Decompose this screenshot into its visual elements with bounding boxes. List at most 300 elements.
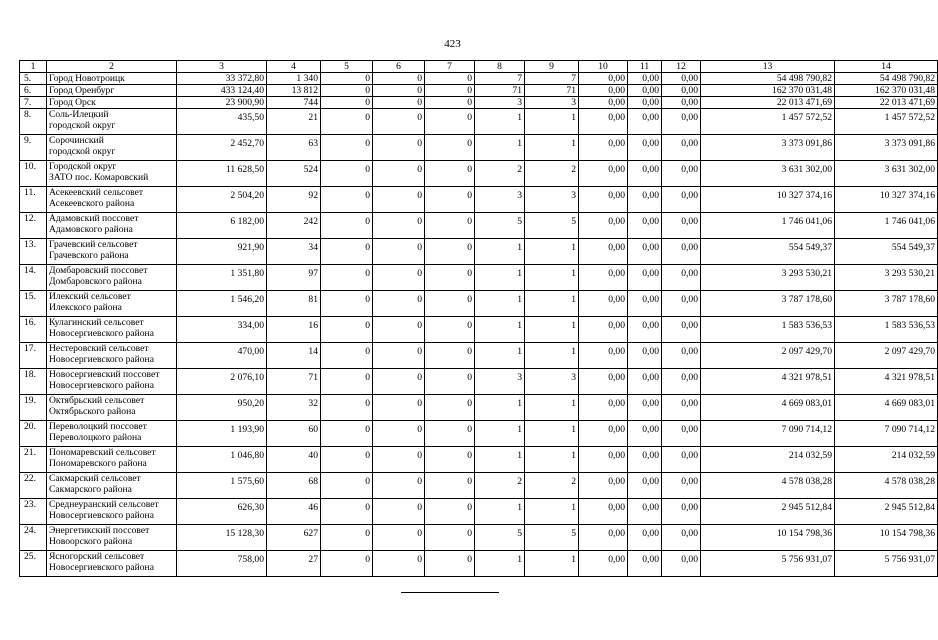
cell-c8: 2 bbox=[475, 473, 525, 499]
column-header: 8 bbox=[475, 61, 525, 73]
cell-c11: 0,00 bbox=[628, 239, 662, 265]
cell-c4: 32 bbox=[267, 395, 321, 421]
cell-c13: 3 787 178,60 bbox=[701, 291, 835, 317]
cell-c7: 0 bbox=[425, 213, 475, 239]
cell-c8: 1 bbox=[475, 395, 525, 421]
cell-c11: 0,00 bbox=[628, 499, 662, 525]
cell-c9: 1 bbox=[525, 135, 579, 161]
cell-c11: 0,00 bbox=[628, 395, 662, 421]
cell-c7: 0 bbox=[425, 135, 475, 161]
cell-c14: 4 669 083,01 bbox=[835, 395, 938, 421]
cell-c8: 1 bbox=[475, 135, 525, 161]
column-header: 4 bbox=[267, 61, 321, 73]
municipality-name-line: Илекский сельсовет bbox=[49, 291, 131, 302]
row-number: 8. bbox=[20, 109, 47, 135]
cell-c4: 21 bbox=[267, 109, 321, 135]
cell-c8: 1 bbox=[475, 239, 525, 265]
page-number: 423 bbox=[444, 38, 461, 50]
cell-c7: 0 bbox=[425, 291, 475, 317]
cell-c7: 0 bbox=[425, 161, 475, 187]
cell-c13: 54 498 790,82 bbox=[701, 73, 835, 85]
municipality-name-line: Среднеуранский сельсовет bbox=[49, 499, 159, 510]
cell-c5: 0 bbox=[321, 187, 373, 213]
cell-c10: 0,00 bbox=[579, 473, 628, 499]
municipality-name-line: Переволоцкого района bbox=[49, 432, 142, 443]
cell-c5: 0 bbox=[321, 85, 373, 97]
cell-c9: 1 bbox=[525, 291, 579, 317]
cell-c9: 3 bbox=[525, 97, 579, 109]
cell-c7: 0 bbox=[425, 187, 475, 213]
municipality-name-line: Новоорского района bbox=[49, 536, 133, 547]
cell-c13: 1 583 536,53 bbox=[701, 317, 835, 343]
cell-c6: 0 bbox=[373, 421, 425, 447]
cell-c8: 1 bbox=[475, 317, 525, 343]
cell-c7: 0 bbox=[425, 473, 475, 499]
cell-c10: 0,00 bbox=[579, 135, 628, 161]
cell-c12: 0,00 bbox=[662, 187, 701, 213]
cell-c4: 71 bbox=[267, 369, 321, 395]
cell-c14: 2 097 429,70 bbox=[835, 343, 938, 369]
table-row bbox=[20, 161, 938, 187]
cell-c13: 162 370 031,48 bbox=[701, 85, 835, 97]
cell-c13: 214 032,59 bbox=[701, 447, 835, 473]
cell-c13: 2 945 512,84 bbox=[701, 499, 835, 525]
cell-c7: 0 bbox=[425, 239, 475, 265]
header-row bbox=[20, 61, 938, 73]
cell-c11: 0,00 bbox=[628, 551, 662, 577]
cell-c4: 627 bbox=[267, 525, 321, 551]
cell-c14: 1 457 572,52 bbox=[835, 109, 938, 135]
cell-c5: 0 bbox=[321, 551, 373, 577]
municipality-name-line: Город Новотроицк bbox=[49, 73, 125, 84]
row-number: 14. bbox=[20, 265, 47, 291]
cell-c6: 0 bbox=[373, 395, 425, 421]
column-header: 11 bbox=[628, 61, 662, 73]
cell-c11: 0,00 bbox=[628, 447, 662, 473]
column-header: 7 bbox=[425, 61, 475, 73]
municipality-name-line: Домбаровский поссовет bbox=[49, 265, 148, 276]
cell-c4: 13 812 bbox=[267, 85, 321, 97]
cell-c7: 0 bbox=[425, 265, 475, 291]
cell-c6: 0 bbox=[373, 73, 425, 85]
column-header: 10 bbox=[579, 61, 628, 73]
cell-c6: 0 bbox=[373, 97, 425, 109]
cell-c11: 0,00 bbox=[628, 135, 662, 161]
row-number: 18. bbox=[20, 369, 47, 395]
cell-c7: 0 bbox=[425, 109, 475, 135]
row-number: 25. bbox=[20, 551, 47, 577]
cell-c12: 0,00 bbox=[662, 161, 701, 187]
cell-c3: 2 076,10 bbox=[177, 369, 267, 395]
cell-c5: 0 bbox=[321, 395, 373, 421]
row-number: 19. bbox=[20, 395, 47, 421]
row-number: 9. bbox=[20, 135, 47, 161]
cell-c5: 0 bbox=[321, 447, 373, 473]
cell-c4: 242 bbox=[267, 213, 321, 239]
cell-c12: 0,00 bbox=[662, 525, 701, 551]
cell-c10: 0,00 bbox=[579, 97, 628, 109]
row-number: 23. bbox=[20, 499, 47, 525]
data-table bbox=[19, 60, 938, 577]
cell-c5: 0 bbox=[321, 73, 373, 85]
cell-c12: 0,00 bbox=[662, 369, 701, 395]
municipality-name-line: Новосергиевского района bbox=[49, 328, 154, 339]
cell-c11: 0,00 bbox=[628, 265, 662, 291]
cell-c14: 1 746 041,06 bbox=[835, 213, 938, 239]
cell-c13: 10 154 798,36 bbox=[701, 525, 835, 551]
cell-c13: 1 746 041,06 bbox=[701, 213, 835, 239]
cell-c4: 81 bbox=[267, 291, 321, 317]
cell-c11: 0,00 bbox=[628, 343, 662, 369]
row-number: 12. bbox=[20, 213, 47, 239]
cell-c12: 0,00 bbox=[662, 395, 701, 421]
cell-c7: 0 bbox=[425, 97, 475, 109]
cell-c9: 1 bbox=[525, 421, 579, 447]
cell-c8: 1 bbox=[475, 447, 525, 473]
cell-c7: 0 bbox=[425, 551, 475, 577]
table-row bbox=[20, 551, 938, 577]
cell-c11: 0,00 bbox=[628, 369, 662, 395]
cell-c3: 435,50 bbox=[177, 109, 267, 135]
cell-c9: 3 bbox=[525, 187, 579, 213]
municipality-name-line: Новосергиевского района bbox=[49, 510, 154, 521]
cell-c6: 0 bbox=[373, 447, 425, 473]
municipality-name bbox=[47, 85, 177, 97]
municipality-name bbox=[47, 499, 177, 525]
cell-c3: 6 182,00 bbox=[177, 213, 267, 239]
municipality-name-line: Домбаровского района bbox=[49, 276, 142, 287]
cell-c13: 3 373 091,86 bbox=[701, 135, 835, 161]
municipality-name-line: Асекеевский сельсовет bbox=[49, 187, 144, 198]
cell-c10: 0,00 bbox=[579, 369, 628, 395]
municipality-name-line: Город Орск bbox=[49, 97, 96, 108]
cell-c9: 1 bbox=[525, 265, 579, 291]
row-number: 16. bbox=[20, 317, 47, 343]
cell-c14: 554 549,37 bbox=[835, 239, 938, 265]
cell-c14: 3 787 178,60 bbox=[835, 291, 938, 317]
cell-c10: 0,00 bbox=[579, 395, 628, 421]
cell-c4: 34 bbox=[267, 239, 321, 265]
cell-c11: 0,00 bbox=[628, 421, 662, 447]
cell-c11: 0,00 bbox=[628, 97, 662, 109]
municipality-name bbox=[47, 551, 177, 577]
cell-c6: 0 bbox=[373, 369, 425, 395]
cell-c13: 10 327 374,16 bbox=[701, 187, 835, 213]
municipality-name-line: Илекского района bbox=[49, 302, 122, 313]
cell-c9: 1 bbox=[525, 499, 579, 525]
municipality-name bbox=[47, 421, 177, 447]
table-row bbox=[20, 85, 938, 97]
cell-c14: 54 498 790,82 bbox=[835, 73, 938, 85]
cell-c8: 5 bbox=[475, 525, 525, 551]
cell-c12: 0,00 bbox=[662, 291, 701, 317]
cell-c8: 3 bbox=[475, 369, 525, 395]
cell-c9: 1 bbox=[525, 109, 579, 135]
municipality-name-line: Сорочинский bbox=[49, 135, 104, 146]
cell-c4: 524 bbox=[267, 161, 321, 187]
municipality-name bbox=[47, 447, 177, 473]
table-row bbox=[20, 421, 938, 447]
cell-c4: 92 bbox=[267, 187, 321, 213]
cell-c9: 5 bbox=[525, 213, 579, 239]
cell-c10: 0,00 bbox=[579, 317, 628, 343]
cell-c7: 0 bbox=[425, 395, 475, 421]
cell-c8: 1 bbox=[475, 499, 525, 525]
municipality-name bbox=[47, 265, 177, 291]
cell-c13: 4 578 038,28 bbox=[701, 473, 835, 499]
municipality-name-line: Грачевский сельсовет bbox=[49, 239, 138, 250]
cell-c12: 0,00 bbox=[662, 421, 701, 447]
cell-c11: 0,00 bbox=[628, 109, 662, 135]
municipality-name-line: Город Оренбург bbox=[49, 85, 115, 96]
municipality-name bbox=[47, 239, 177, 265]
cell-c4: 1 340 bbox=[267, 73, 321, 85]
row-number: 17. bbox=[20, 343, 47, 369]
cell-c3: 433 124,40 bbox=[177, 85, 267, 97]
cell-c11: 0,00 bbox=[628, 525, 662, 551]
cell-c8: 1 bbox=[475, 343, 525, 369]
row-number: 20. bbox=[20, 421, 47, 447]
cell-c12: 0,00 bbox=[662, 265, 701, 291]
cell-c10: 0,00 bbox=[579, 213, 628, 239]
municipality-name-line: Октябрьского района bbox=[49, 406, 136, 417]
column-header: 13 bbox=[701, 61, 835, 73]
cell-c3: 33 372,80 bbox=[177, 73, 267, 85]
cell-c8: 1 bbox=[475, 109, 525, 135]
column-header: 14 bbox=[835, 61, 938, 73]
table-row bbox=[20, 447, 938, 473]
cell-c6: 0 bbox=[373, 239, 425, 265]
municipality-name bbox=[47, 369, 177, 395]
cell-c6: 0 bbox=[373, 499, 425, 525]
table-row bbox=[20, 525, 938, 551]
cell-c12: 0,00 bbox=[662, 97, 701, 109]
cell-c5: 0 bbox=[321, 473, 373, 499]
municipality-name-line: Пономаревского района bbox=[49, 458, 147, 469]
row-number: 15. bbox=[20, 291, 47, 317]
cell-c10: 0,00 bbox=[579, 85, 628, 97]
cell-c10: 0,00 bbox=[579, 265, 628, 291]
cell-c4: 40 bbox=[267, 447, 321, 473]
cell-c8: 7 bbox=[475, 73, 525, 85]
municipality-name-line: ЗАТО пос. Комаровский bbox=[49, 172, 149, 183]
cell-c7: 0 bbox=[425, 317, 475, 343]
cell-c9: 1 bbox=[525, 551, 579, 577]
cell-c9: 7 bbox=[525, 73, 579, 85]
cell-c13: 2 097 429,70 bbox=[701, 343, 835, 369]
table-row bbox=[20, 343, 938, 369]
cell-c5: 0 bbox=[321, 265, 373, 291]
cell-c12: 0,00 bbox=[662, 73, 701, 85]
cell-c4: 27 bbox=[267, 551, 321, 577]
municipality-name bbox=[47, 291, 177, 317]
cell-c13: 4 321 978,51 bbox=[701, 369, 835, 395]
cell-c5: 0 bbox=[321, 135, 373, 161]
cell-c11: 0,00 bbox=[628, 187, 662, 213]
cell-c6: 0 bbox=[373, 161, 425, 187]
cell-c13: 22 013 471,69 bbox=[701, 97, 835, 109]
municipality-name-line: Нестеровский сельсовет bbox=[49, 343, 149, 354]
row-number: 13. bbox=[20, 239, 47, 265]
cell-c10: 0,00 bbox=[579, 291, 628, 317]
cell-c9: 71 bbox=[525, 85, 579, 97]
table-row bbox=[20, 239, 938, 265]
cell-c9: 2 bbox=[525, 473, 579, 499]
cell-c12: 0,00 bbox=[662, 343, 701, 369]
cell-c10: 0,00 bbox=[579, 73, 628, 85]
cell-c14: 5 756 931,07 bbox=[835, 551, 938, 577]
cell-c9: 1 bbox=[525, 317, 579, 343]
cell-c12: 0,00 bbox=[662, 213, 701, 239]
row-number: 10. bbox=[20, 161, 47, 187]
cell-c12: 0,00 bbox=[662, 135, 701, 161]
cell-c8: 71 bbox=[475, 85, 525, 97]
cell-c3: 1 575,60 bbox=[177, 473, 267, 499]
municipality-name-line: Пономаревский сельсовет bbox=[49, 447, 156, 458]
cell-c3: 1 546,20 bbox=[177, 291, 267, 317]
table-row bbox=[20, 187, 938, 213]
cell-c3: 15 128,30 bbox=[177, 525, 267, 551]
cell-c3: 1 193,90 bbox=[177, 421, 267, 447]
cell-c7: 0 bbox=[425, 343, 475, 369]
cell-c4: 16 bbox=[267, 317, 321, 343]
cell-c12: 0,00 bbox=[662, 85, 701, 97]
cell-c14: 3 373 091,86 bbox=[835, 135, 938, 161]
column-header: 12 bbox=[662, 61, 701, 73]
municipality-name bbox=[47, 135, 177, 161]
cell-c7: 0 bbox=[425, 421, 475, 447]
municipality-name bbox=[47, 525, 177, 551]
row-number: 21. bbox=[20, 447, 47, 473]
cell-c14: 4 321 978,51 bbox=[835, 369, 938, 395]
row-number: 6. bbox=[20, 85, 47, 97]
cell-c6: 0 bbox=[373, 525, 425, 551]
cell-c6: 0 bbox=[373, 317, 425, 343]
cell-c9: 1 bbox=[525, 239, 579, 265]
cell-c12: 0,00 bbox=[662, 551, 701, 577]
cell-c6: 0 bbox=[373, 473, 425, 499]
cell-c7: 0 bbox=[425, 85, 475, 97]
cell-c10: 0,00 bbox=[579, 239, 628, 265]
cell-c6: 0 bbox=[373, 213, 425, 239]
table-row bbox=[20, 395, 938, 421]
municipality-name bbox=[47, 343, 177, 369]
cell-c9: 2 bbox=[525, 161, 579, 187]
cell-c3: 2 452,70 bbox=[177, 135, 267, 161]
municipality-name-line: Соль-Илецкий bbox=[49, 109, 109, 120]
cell-c6: 0 bbox=[373, 291, 425, 317]
cell-c14: 4 578 038,28 bbox=[835, 473, 938, 499]
cell-c7: 0 bbox=[425, 525, 475, 551]
cell-c8: 1 bbox=[475, 551, 525, 577]
municipality-name-line: Новосергиевский поссовет bbox=[49, 369, 160, 380]
municipality-name bbox=[47, 97, 177, 109]
cell-c11: 0,00 bbox=[628, 291, 662, 317]
municipality-name bbox=[47, 473, 177, 499]
cell-c10: 0,00 bbox=[579, 447, 628, 473]
cell-c14: 162 370 031,48 bbox=[835, 85, 938, 97]
cell-c12: 0,00 bbox=[662, 239, 701, 265]
municipality-name-line: городской округ bbox=[49, 146, 116, 157]
cell-c12: 0,00 bbox=[662, 109, 701, 135]
table-header bbox=[20, 61, 938, 73]
municipality-name bbox=[47, 161, 177, 187]
cell-c8: 1 bbox=[475, 265, 525, 291]
cell-c14: 214 032,59 bbox=[835, 447, 938, 473]
cell-c5: 0 bbox=[321, 213, 373, 239]
table-body bbox=[20, 73, 938, 577]
cell-c14: 2 945 512,84 bbox=[835, 499, 938, 525]
cell-c9: 5 bbox=[525, 525, 579, 551]
cell-c11: 0,00 bbox=[628, 317, 662, 343]
cell-c14: 22 013 471,69 bbox=[835, 97, 938, 109]
table-row bbox=[20, 109, 938, 135]
municipality-name-line: Октябрьский сельсовет bbox=[49, 395, 145, 406]
column-header: 6 bbox=[373, 61, 425, 73]
cell-c13: 554 549,37 bbox=[701, 239, 835, 265]
municipality-name-line: Сакмарского района bbox=[49, 484, 132, 495]
cell-c6: 0 bbox=[373, 343, 425, 369]
cell-c10: 0,00 bbox=[579, 187, 628, 213]
table-row bbox=[20, 97, 938, 109]
municipality-name-line: Новосергиевского района bbox=[49, 562, 154, 573]
cell-c3: 2 504,20 bbox=[177, 187, 267, 213]
cell-c10: 0,00 bbox=[579, 161, 628, 187]
cell-c5: 0 bbox=[321, 499, 373, 525]
cell-c5: 0 bbox=[321, 369, 373, 395]
municipality-name-line: Новосергиевского района bbox=[49, 354, 154, 365]
cell-c13: 4 669 083,01 bbox=[701, 395, 835, 421]
cell-c12: 0,00 bbox=[662, 473, 701, 499]
municipality-name-line: Адамовский поссовет bbox=[49, 213, 139, 224]
cell-c3: 1 046,80 bbox=[177, 447, 267, 473]
cell-c3: 950,20 bbox=[177, 395, 267, 421]
column-header: 3 bbox=[177, 61, 267, 73]
table-row bbox=[20, 473, 938, 499]
cell-c14: 3 631 302,00 bbox=[835, 161, 938, 187]
municipality-name-line: Сакмарский сельсовет bbox=[49, 473, 141, 484]
cell-c5: 0 bbox=[321, 239, 373, 265]
footer-rule bbox=[401, 592, 499, 593]
cell-c14: 1 583 536,53 bbox=[835, 317, 938, 343]
column-header: 5 bbox=[321, 61, 373, 73]
table-row bbox=[20, 291, 938, 317]
column-header: 2 bbox=[47, 61, 177, 73]
cell-c6: 0 bbox=[373, 265, 425, 291]
municipality-name-line: Переволоцкий поссовет bbox=[49, 421, 147, 432]
cell-c5: 0 bbox=[321, 317, 373, 343]
cell-c4: 60 bbox=[267, 421, 321, 447]
cell-c14: 7 090 714,12 bbox=[835, 421, 938, 447]
municipality-name bbox=[47, 187, 177, 213]
cell-c4: 63 bbox=[267, 135, 321, 161]
row-number: 5. bbox=[20, 73, 47, 85]
row-number: 7. bbox=[20, 97, 47, 109]
table-row bbox=[20, 499, 938, 525]
cell-c3: 921,90 bbox=[177, 239, 267, 265]
cell-c6: 0 bbox=[373, 551, 425, 577]
cell-c11: 0,00 bbox=[628, 85, 662, 97]
cell-c11: 0,00 bbox=[628, 213, 662, 239]
cell-c13: 5 756 931,07 bbox=[701, 551, 835, 577]
cell-c8: 5 bbox=[475, 213, 525, 239]
cell-c5: 0 bbox=[321, 291, 373, 317]
municipality-name-line: Кулагинский сельсовет bbox=[49, 317, 144, 328]
cell-c9: 1 bbox=[525, 343, 579, 369]
cell-c14: 3 293 530,21 bbox=[835, 265, 938, 291]
cell-c13: 3 631 302,00 bbox=[701, 161, 835, 187]
cell-c3: 11 628,50 bbox=[177, 161, 267, 187]
